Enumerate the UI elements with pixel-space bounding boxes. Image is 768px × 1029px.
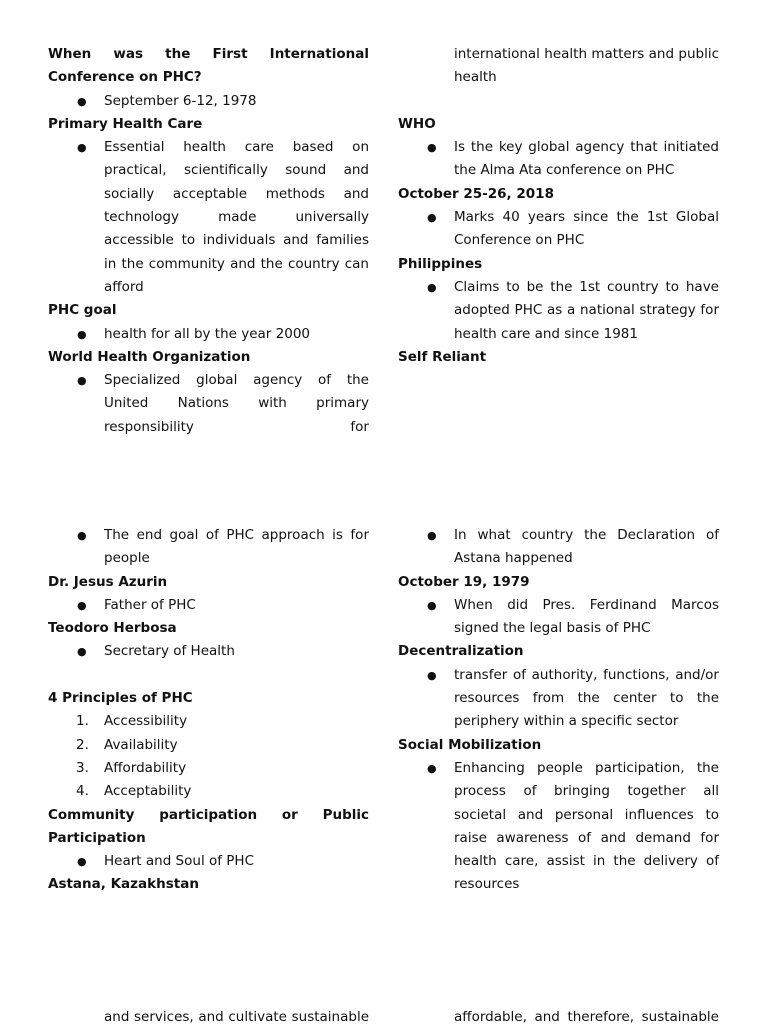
list-item bbox=[48, 369, 369, 439]
item-number: 3. bbox=[76, 759, 89, 776]
heading-first-conference: When was the First International Conference on PHC? bbox=[48, 46, 369, 86]
heading-4-principles: 4 Principles of PHC bbox=[48, 690, 193, 707]
item-text: Heart and Soul of PHC bbox=[104, 853, 255, 870]
bottom-right-column bbox=[398, 1006, 719, 1029]
bullet-icon: ● bbox=[427, 598, 437, 612]
bullet-icon: ● bbox=[427, 668, 437, 682]
upper-right-column bbox=[398, 43, 719, 369]
list-item-continued bbox=[48, 1006, 369, 1029]
list-item bbox=[398, 664, 719, 734]
item-text: Father of PHC bbox=[104, 596, 196, 613]
item-text: Essential health care based on practical, scientifically sound and socially acceptable methods and technology made universally accessible to individuals and families in the community and the country can afford bbox=[104, 139, 369, 295]
numbered-item bbox=[48, 757, 369, 780]
heading-decentralization: Decentralization bbox=[398, 643, 524, 660]
list-item bbox=[48, 640, 369, 663]
item-number: 4. bbox=[76, 783, 89, 800]
heading-october-2018: October 25-26, 2018 bbox=[398, 185, 554, 202]
item-text: September 6-12, 1978 bbox=[104, 92, 257, 109]
item-text: Availability bbox=[104, 736, 178, 753]
item-text: Affordability bbox=[104, 759, 187, 776]
heading-community-participation: Community participation or Public Participation bbox=[48, 806, 369, 846]
heading-october-1979: October 19, 1979 bbox=[398, 573, 530, 590]
blank-line bbox=[48, 664, 369, 687]
item-text: international health matters and public health bbox=[454, 46, 719, 86]
bullet-icon: ● bbox=[427, 141, 437, 155]
item-text: Claims to be the 1st country to have adopted PHC as a national strategy for health care and since 1981 bbox=[454, 278, 719, 342]
numbered-item bbox=[48, 734, 369, 757]
upper-left-column bbox=[48, 43, 369, 439]
heading-jesus-azurin: Dr. Jesus Azurin bbox=[48, 573, 168, 590]
numbered-item bbox=[48, 780, 369, 803]
bullet-icon: ● bbox=[427, 761, 437, 775]
bullet-icon: ● bbox=[77, 529, 87, 542]
bullet-icon: ● bbox=[77, 141, 87, 155]
heading-self-reliant: Self Reliant bbox=[398, 348, 487, 365]
list-item bbox=[48, 136, 369, 299]
item-text: Enhancing people participation, the process of bringing together all societal and personal influences to raise awareness of and demand for health care, assist in the delivery of resources bbox=[454, 759, 719, 893]
list-item bbox=[48, 90, 369, 113]
bullet-icon: ● bbox=[77, 327, 87, 341]
bullet-icon: ● bbox=[77, 374, 87, 388]
item-text: Marks 40 years since the 1st Global Conference on PHC bbox=[454, 209, 719, 249]
heading-world-health-organization: World Health Organization bbox=[48, 348, 251, 365]
lower-right-column bbox=[398, 524, 719, 897]
heading-who: WHO bbox=[398, 115, 436, 132]
item-text: Specialized global agency of the United Nations with primary responsibility for bbox=[104, 372, 369, 435]
bullet-icon: ● bbox=[77, 94, 87, 108]
bullet-icon: ● bbox=[77, 598, 87, 612]
item-text: and services, and cultivate sustainable bbox=[104, 1009, 369, 1025]
item-text: Accessibility bbox=[104, 713, 188, 730]
bullet-icon: ● bbox=[77, 645, 87, 659]
item-number: 1. bbox=[76, 713, 89, 730]
bullet-icon: ● bbox=[427, 211, 437, 225]
list-item bbox=[48, 524, 369, 571]
list-item bbox=[48, 323, 369, 346]
bullet-icon: ● bbox=[77, 855, 87, 869]
heading-teodoro-herbosa: Teodoro Herbosa bbox=[48, 620, 177, 637]
lower-left-column bbox=[48, 524, 369, 897]
bullet-icon: ● bbox=[427, 280, 437, 294]
list-item bbox=[398, 136, 719, 183]
blank-line bbox=[398, 90, 719, 113]
item-number: 2. bbox=[76, 736, 89, 753]
item-text: affordable, and therefore, sustainable bbox=[454, 1009, 719, 1025]
bottom-left-column bbox=[48, 1006, 369, 1029]
item-text: Acceptability bbox=[104, 783, 192, 800]
list-item-continued bbox=[398, 43, 719, 90]
list-item bbox=[398, 206, 719, 253]
item-text: Secretary of Health bbox=[104, 643, 235, 660]
heading-astana-kazakhstan: Astana, Kazakhstan bbox=[48, 876, 199, 893]
heading-philippines: Philippines bbox=[398, 255, 483, 272]
list-item-continued bbox=[398, 1006, 719, 1029]
bullet-icon: ● bbox=[427, 529, 437, 542]
item-text: health for all by the year 2000 bbox=[104, 325, 311, 342]
item-text: transfer of authority, functions, and/or resources from the center to the periphery within a specific sector bbox=[454, 666, 719, 730]
item-text: When did Pres. Ferdinand Marcos signed the legal basis of PHC bbox=[454, 596, 719, 637]
numbered-item bbox=[48, 710, 369, 733]
list-item bbox=[398, 757, 719, 897]
heading-social-mobilization: Social Mobilization bbox=[398, 736, 542, 753]
item-text: In what country the Declaration of Astana happened bbox=[454, 527, 719, 567]
list-item bbox=[398, 276, 719, 346]
list-item bbox=[398, 594, 719, 641]
item-text: The end goal of PHC approach is for people bbox=[104, 527, 369, 567]
item-text: Is the key global agency that initiated the Alma Ata conference on PHC bbox=[454, 139, 719, 179]
heading-primary-health-care: Primary Health Care bbox=[48, 115, 203, 132]
list-item bbox=[48, 594, 369, 617]
heading-phc-goal: PHC goal bbox=[48, 302, 117, 319]
list-item bbox=[398, 524, 719, 571]
list-item bbox=[48, 850, 369, 873]
